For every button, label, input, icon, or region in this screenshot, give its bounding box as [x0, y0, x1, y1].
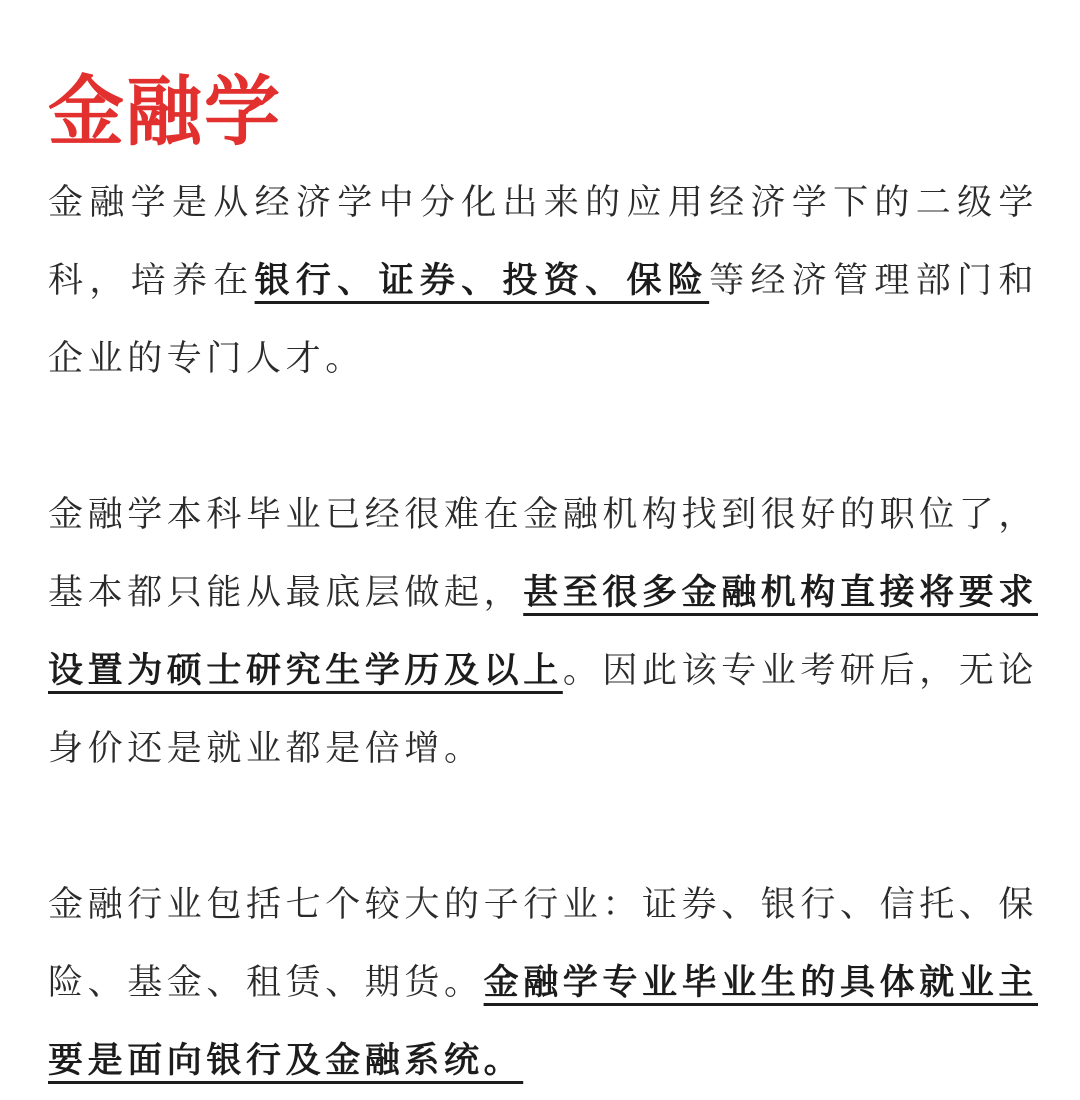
- paragraph-career: [48, 476, 1038, 788]
- highlighted-text: 金融学专业毕业生的具体就业主要是面向银行及金融系统。: [48, 963, 1039, 1081]
- paragraph-text: 金融行业包括七个较大的子行业：证券、银行、信托、保险、基金、租赁、期货。: [48, 885, 1039, 1003]
- highlighted-text: 银行、证券、投资、保险: [254, 261, 710, 301]
- highlighted-text: 甚至很多金融机构直接将要求设置为硕士研究生学历及以上: [48, 573, 1039, 691]
- paragraph-industry: [48, 866, 1038, 1100]
- article-title: 金融学: [48, 67, 282, 156]
- paragraph-intro: [48, 164, 1038, 398]
- paragraph-text: 金融学是从经济学中分化出来的应用经济学下的二级学科，培养在: [48, 183, 1038, 301]
- paragraph-text: 金融学本科毕业已经很难在金融机构找到很好的职位了，基本都只能从最底层做起，: [48, 495, 1039, 613]
- paragraph-text: 。因此该专业考研后，无论身价还是就业都是倍增。: [48, 651, 1039, 769]
- paragraph-text: 等经济管理部门和企业的专门人才。: [48, 261, 1038, 379]
